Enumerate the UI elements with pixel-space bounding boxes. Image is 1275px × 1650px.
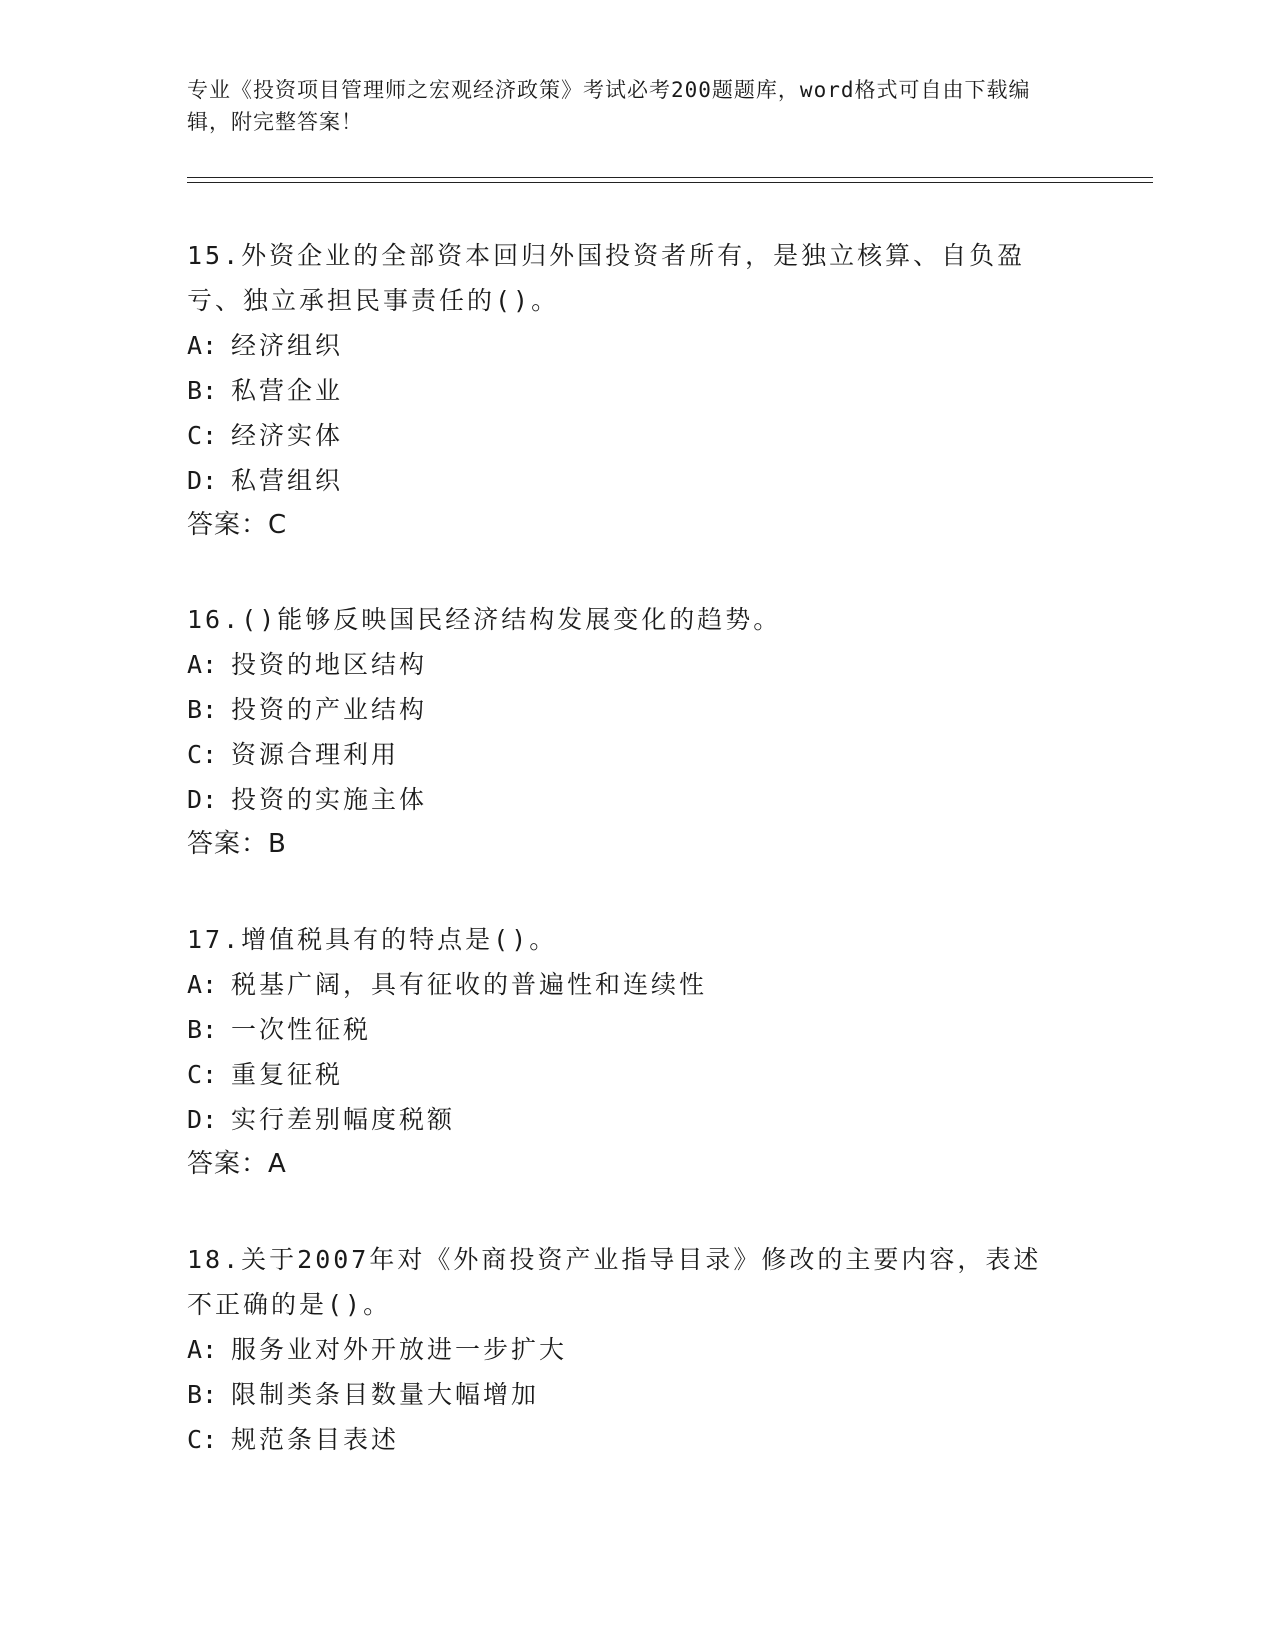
answer-label: 答案：B xyxy=(187,829,287,859)
option-c xyxy=(187,1052,1087,1097)
option-letter: D: xyxy=(187,1105,218,1134)
option-letter: C: xyxy=(187,1425,218,1454)
option-text: 投资的产业结构 xyxy=(231,695,428,724)
question-stem: 15.外资企业的全部资本回归外国投资者所有，是独立核算、自负盈亏、独立承担民事责任的()。 xyxy=(187,241,1026,315)
header-divider-bottom xyxy=(187,182,1153,183)
option-letter: C: xyxy=(187,421,218,450)
option-letter: B: xyxy=(187,1015,218,1044)
option-text: 投资的地区结构 xyxy=(231,650,428,679)
document-header: 专业《投资项目管理师之宏观经济政策》考试必考200题题库，word格式可自由下载编辑，附完整答案！ xyxy=(187,78,1031,134)
option-a xyxy=(187,962,1087,1007)
option-a xyxy=(187,1327,1087,1372)
answer-label: 答案：A xyxy=(187,1149,287,1179)
question-15 xyxy=(187,233,1087,548)
question-18 xyxy=(187,1237,1087,1462)
option-letter: B: xyxy=(187,695,218,724)
option-a xyxy=(187,323,1087,368)
option-letter: C: xyxy=(187,740,218,769)
option-b xyxy=(187,1372,1087,1417)
option-letter: B: xyxy=(187,376,218,405)
option-text: 私营企业 xyxy=(231,376,344,405)
option-letter: A: xyxy=(187,970,218,999)
option-d xyxy=(187,777,1087,822)
option-letter: A: xyxy=(187,331,218,360)
option-text: 实行差别幅度税额 xyxy=(231,1105,456,1134)
option-text: 资源合理利用 xyxy=(231,740,400,769)
option-c xyxy=(187,1417,1087,1462)
option-c xyxy=(187,732,1087,777)
option-text: 重复征税 xyxy=(231,1060,344,1089)
option-letter: D: xyxy=(187,466,218,495)
option-letter: A: xyxy=(187,1335,218,1364)
option-d xyxy=(187,1097,1087,1142)
header-divider-top xyxy=(187,177,1153,178)
option-letter: D: xyxy=(187,785,218,814)
question-stem: 17.增值税具有的特点是()。 xyxy=(187,925,558,954)
option-text: 规范条目表述 xyxy=(231,1425,400,1454)
option-d xyxy=(187,458,1087,503)
option-text: 私营组织 xyxy=(231,466,344,495)
option-a xyxy=(187,642,1087,687)
answer-label: 答案：C xyxy=(187,510,288,540)
option-text: 经济组织 xyxy=(231,331,344,360)
option-c xyxy=(187,413,1087,458)
option-b xyxy=(187,687,1087,732)
option-letter: C: xyxy=(187,1060,218,1089)
option-letter: A: xyxy=(187,650,218,679)
option-b xyxy=(187,368,1087,413)
question-stem: 18.关于2007年对《外商投资产业指导目录》修改的主要内容，表述不正确的是()。 xyxy=(187,1245,1042,1319)
question-17 xyxy=(187,917,1087,1187)
option-text: 投资的实施主体 xyxy=(231,785,428,814)
option-text: 服务业对外开放进一步扩大 xyxy=(231,1335,568,1364)
option-text: 限制类条目数量大幅增加 xyxy=(231,1380,540,1409)
question-stem: 16.()能够反映国民经济结构发展变化的趋势。 xyxy=(187,605,782,634)
question-16 xyxy=(187,597,1087,867)
option-text: 税基广阔，具有征收的普遍性和连续性 xyxy=(231,970,708,999)
option-text: 一次性征税 xyxy=(231,1015,372,1044)
option-b xyxy=(187,1007,1087,1052)
option-text: 经济实体 xyxy=(231,421,344,450)
option-letter: B: xyxy=(187,1380,218,1409)
